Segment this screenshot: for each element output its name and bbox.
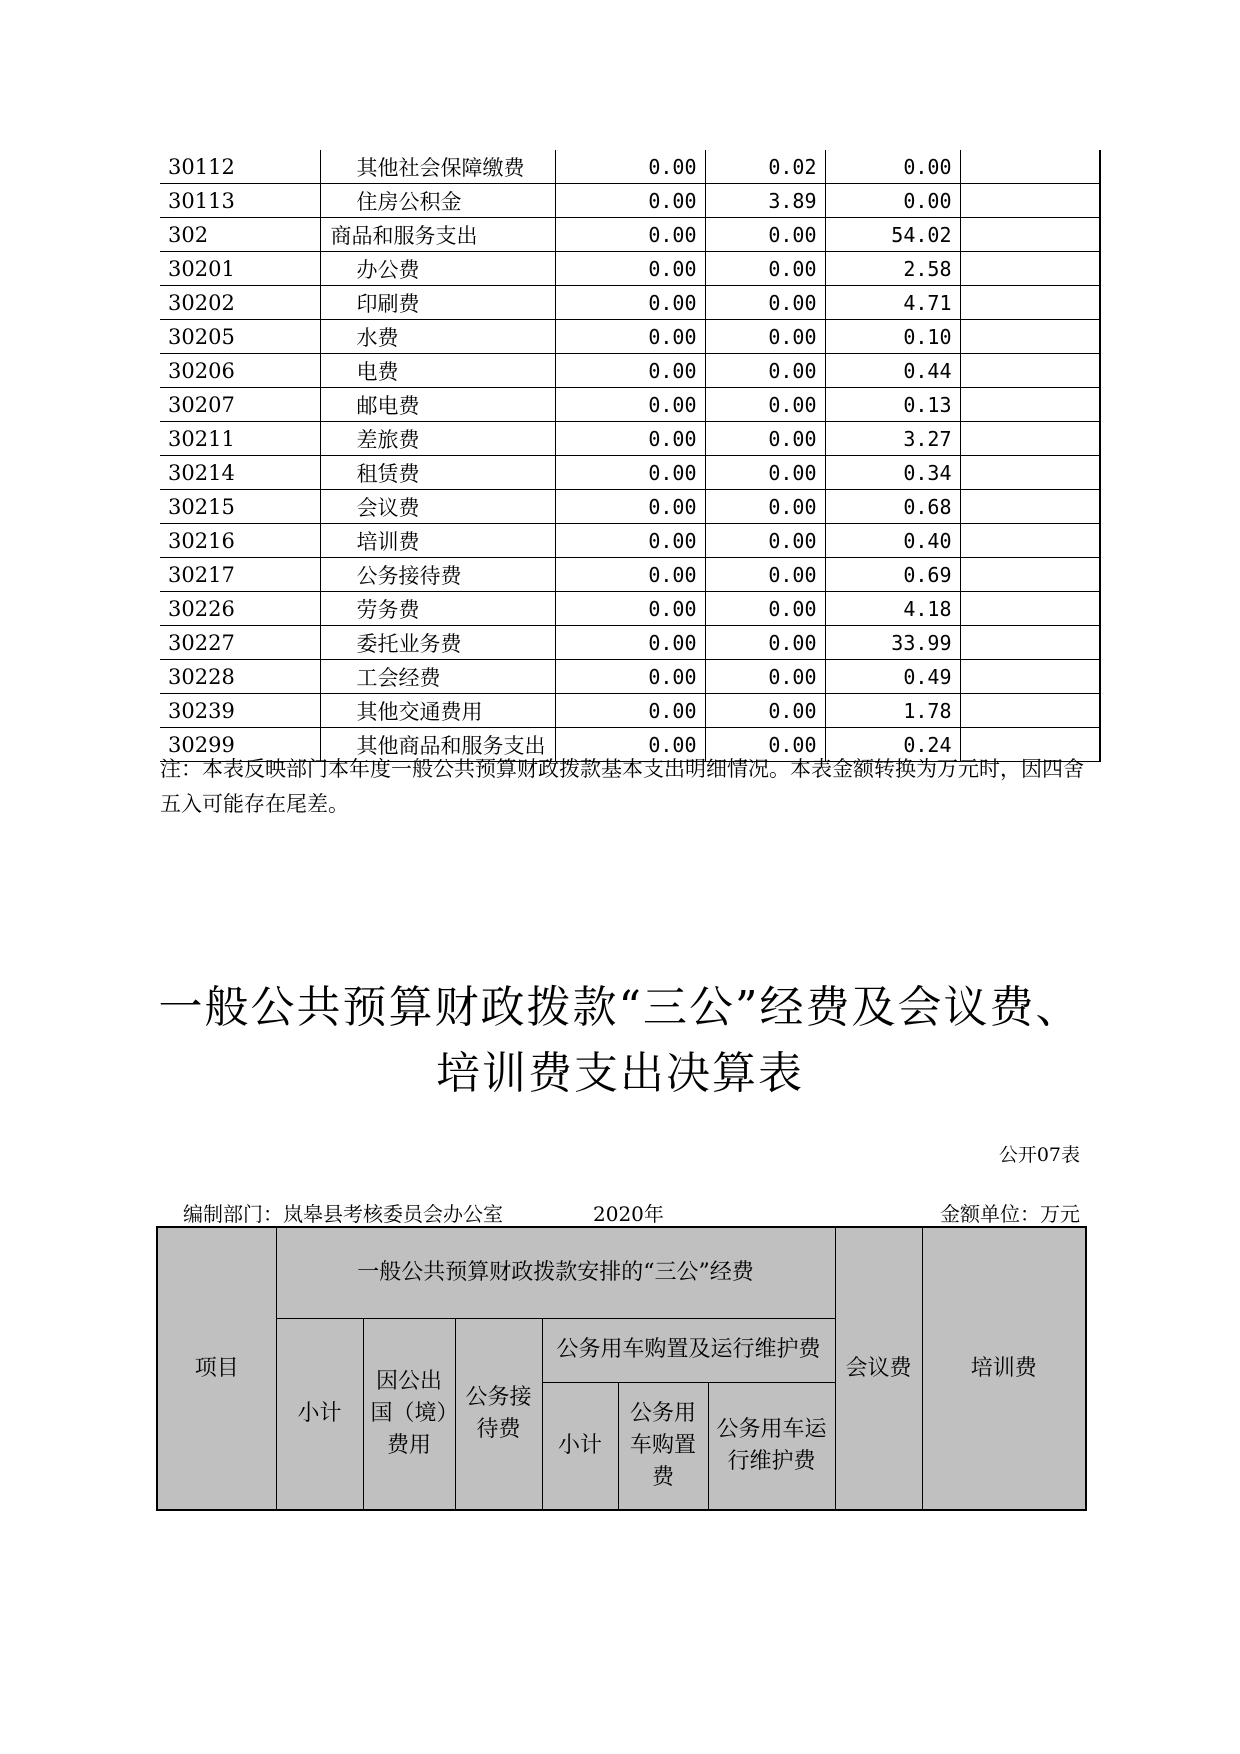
table-row [160,558,1100,592]
row-value-1: 0.00 [555,490,705,524]
row-blank [960,490,1100,524]
form-number: 公开07表 [998,1144,1080,1166]
header-vehicle-operation: 公务用车运行维护费 [708,1382,835,1510]
row-code: 30228 [160,660,320,694]
row-name: 工会经费 [320,660,555,694]
row-blank [960,660,1100,694]
row-name: 差旅费 [320,422,555,456]
row-value-1: 0.00 [555,388,705,422]
row-blank [960,184,1100,218]
row-name: 其他商品和服务支出 [320,728,555,762]
row-code: 30217 [160,558,320,592]
header-reception: 公务接待费 [455,1318,542,1510]
row-code: 30227 [160,626,320,660]
row-name: 邮电费 [320,388,555,422]
row-value-1: 0.00 [555,660,705,694]
row-code: 30113 [160,184,320,218]
row-value-3: 0.69 [825,558,960,592]
row-value-2: 0.00 [705,456,825,490]
row-name: 公务接待费 [320,558,555,592]
row-value-1: 0.00 [555,252,705,286]
row-value-2: 3.89 [705,184,825,218]
row-value-2: 0.00 [705,694,825,728]
row-value-3: 4.18 [825,592,960,626]
row-value-1: 0.00 [555,218,705,252]
table-row [160,320,1100,354]
row-blank [960,252,1100,286]
row-blank [960,286,1100,320]
row-blank [960,558,1100,592]
row-value-2: 0.00 [705,524,825,558]
table-row [160,456,1100,490]
table-row [160,626,1100,660]
row-value-3: 4.71 [825,286,960,320]
table-row [160,218,1100,252]
row-value-3: 0.68 [825,490,960,524]
row-blank [960,524,1100,558]
table-row [160,150,1100,184]
row-code: 30201 [160,252,320,286]
header-training: 培训费 [922,1227,1086,1510]
row-blank [960,218,1100,252]
row-value-3: 0.00 [825,184,960,218]
table-row [160,592,1100,626]
row-value-3: 0.10 [825,320,960,354]
table-row [160,524,1100,558]
table-row [160,252,1100,286]
row-name: 培训费 [320,524,555,558]
row-code: 30211 [160,422,320,456]
header-vehicle-purchase: 公务用车购置费 [618,1382,708,1510]
row-value-1: 0.00 [555,150,705,184]
row-name: 其他交通费用 [320,694,555,728]
row-value-1: 0.00 [555,524,705,558]
row-value-3: 2.58 [825,252,960,286]
row-value-2: 0.00 [705,660,825,694]
row-blank [960,150,1100,184]
row-value-3: 0.34 [825,456,960,490]
header-vehicle-group: 公务用车购置及运行维护费 [542,1318,835,1382]
row-blank [960,354,1100,388]
row-code: 30299 [160,728,320,762]
row-name: 其他社会保障缴费 [320,150,555,184]
row-name: 电费 [320,354,555,388]
row-name: 委托业务费 [320,626,555,660]
report-year: 2020年 [593,1202,664,1226]
row-value-1: 0.00 [555,456,705,490]
row-value-1: 0.00 [555,728,705,762]
row-code: 30206 [160,354,320,388]
row-value-2: 0.00 [705,320,825,354]
row-value-2: 0.00 [705,626,825,660]
row-value-3: 0.40 [825,524,960,558]
row-value-2: 0.00 [705,592,825,626]
row-value-3: 1.78 [825,694,960,728]
header-subtotal: 小计 [276,1318,363,1510]
table-row [160,354,1100,388]
table-row [160,422,1100,456]
header-sangong-group: 一般公共预算财政拨款安排的“三公”经费 [276,1227,835,1318]
row-value-2: 0.00 [705,728,825,762]
row-name: 办公费 [320,252,555,286]
row-code: 30207 [160,388,320,422]
row-value-2: 0.00 [705,422,825,456]
header-vehicle-subtotal: 小计 [542,1382,618,1510]
table-row [160,490,1100,524]
row-value-1: 0.00 [555,626,705,660]
row-name: 租赁费 [320,456,555,490]
amount-unit: 金额单位：万元 [940,1202,1080,1226]
row-value-2: 0.02 [705,150,825,184]
detail-table-body [160,150,1100,762]
header-abroad: 因公出国（境）费用 [363,1318,455,1510]
row-code: 30112 [160,150,320,184]
row-value-3: 33.99 [825,626,960,660]
row-value-2: 0.00 [705,252,825,286]
row-value-3: 0.24 [825,728,960,762]
compiling-department: 编制部门：岚皋县考核委员会办公室 [183,1202,503,1226]
table-row [160,660,1100,694]
header-meeting: 会议费 [835,1227,922,1510]
row-blank [960,626,1100,660]
row-value-2: 0.00 [705,286,825,320]
row-value-1: 0.00 [555,558,705,592]
row-code: 30239 [160,694,320,728]
table-row [160,694,1100,728]
table-note: 注：本表反映部门本年度一般公共预算财政拨款基本支出明细情况。本表金额转换为万元时，因四舍五入可能存在尾差。 [160,757,1084,816]
header-project: 项目 [157,1227,276,1510]
row-value-3: 0.00 [825,150,960,184]
row-blank [960,388,1100,422]
table-row [160,184,1100,218]
row-value-3: 0.13 [825,388,960,422]
row-blank [960,320,1100,354]
row-blank [960,694,1100,728]
row-value-1: 0.00 [555,422,705,456]
row-value-1: 0.00 [555,320,705,354]
page-title-line1: 一般公共预算财政拨款“三公”经费及会议费、 [158,982,1082,1033]
row-value-2: 0.00 [705,354,825,388]
row-value-3: 3.27 [825,422,960,456]
row-value-1: 0.00 [555,592,705,626]
row-value-3: 54.02 [825,218,960,252]
sangong-expense-table [156,1226,1087,1511]
row-name: 会议费 [320,490,555,524]
row-value-3: 0.44 [825,354,960,388]
table-row [160,388,1100,422]
row-value-2: 0.00 [705,218,825,252]
page-title [100,975,1140,1107]
row-name: 印刷费 [320,286,555,320]
row-code: 30215 [160,490,320,524]
row-value-1: 0.00 [555,694,705,728]
row-code: 30226 [160,592,320,626]
row-name: 水费 [320,320,555,354]
row-value-1: 0.00 [555,286,705,320]
row-name: 劳务费 [320,592,555,626]
row-name: 住房公积金 [320,184,555,218]
row-value-2: 0.00 [705,558,825,592]
table-row [160,286,1100,320]
row-value-1: 0.00 [555,184,705,218]
row-value-3: 0.49 [825,660,960,694]
row-blank [960,456,1100,490]
page-title-line2: 培训费支出决算表 [436,1048,804,1099]
expenditure-detail-table [160,150,1101,762]
row-code: 30216 [160,524,320,558]
row-blank [960,422,1100,456]
row-code: 302 [160,218,320,252]
row-value-2: 0.00 [705,388,825,422]
row-name: 商品和服务支出 [320,218,555,252]
row-value-1: 0.00 [555,354,705,388]
row-code: 30214 [160,456,320,490]
row-value-2: 0.00 [705,490,825,524]
row-code: 30202 [160,286,320,320]
row-code: 30205 [160,320,320,354]
row-blank [960,592,1100,626]
